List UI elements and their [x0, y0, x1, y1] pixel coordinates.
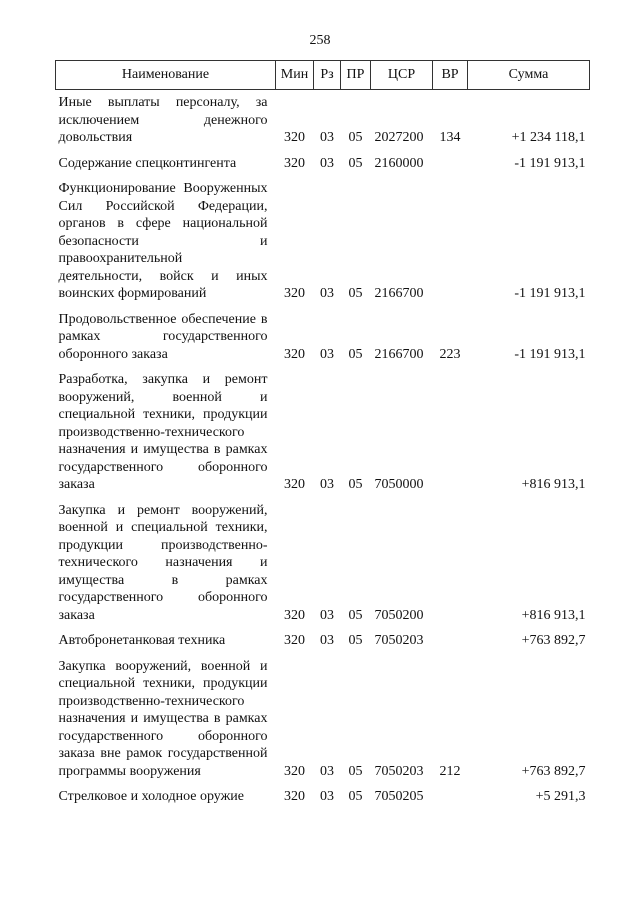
cell-csr: 2166700 [374, 286, 424, 301]
header-pr: ПР [341, 61, 371, 90]
cell-pr: 05 [348, 477, 363, 492]
cell-rz: 03 [320, 789, 334, 804]
cell-name: Автобронетанковая техника [58, 633, 226, 648]
header-csr: ЦСР [371, 61, 433, 90]
cell-vr [433, 632, 468, 658]
table-row [56, 90, 590, 155]
cell-rz: 03 [320, 346, 334, 362]
table-row [56, 658, 590, 789]
table-row [56, 502, 590, 633]
cell-rz: 03 [320, 763, 334, 779]
table-row [56, 180, 590, 311]
cell-pr: 05 [348, 763, 363, 779]
cell-csr: 2166700 [374, 346, 424, 362]
cell-vr [433, 180, 468, 311]
cell-vr: 134 [439, 130, 461, 145]
cell-min: 320 [284, 130, 305, 145]
cell-rz: 03 [320, 130, 334, 145]
cell-min: 320 [284, 607, 305, 623]
cell-name: Продовольственное обеспечение в рамках государственного оборонного заказа [58, 311, 268, 362]
header-min: Мин [276, 61, 314, 90]
header-row [56, 61, 590, 90]
table-row [56, 371, 590, 502]
cell-rz: 03 [320, 286, 334, 301]
cell-rz: 03 [320, 155, 334, 171]
cell-csr: 7050203 [374, 633, 424, 648]
cell-min: 320 [284, 286, 305, 301]
cell-csr: 7050200 [374, 607, 424, 623]
cell-vr [433, 371, 468, 502]
cell-min: 320 [284, 155, 305, 171]
cell-csr: 7050205 [374, 789, 424, 804]
cell-rz: 03 [320, 477, 334, 492]
cell-name: Стрелковое и холодное оружие [58, 789, 244, 804]
cell-vr: 212 [439, 763, 461, 779]
cell-min: 320 [284, 633, 305, 648]
cell-sum: +763 892,7 [521, 763, 586, 779]
cell-csr: 7050000 [374, 477, 424, 492]
page-number: 258 [309, 33, 331, 48]
cell-name: Содержание спецконтингента [58, 155, 237, 171]
cell-name: Иные выплаты персоналу, за исключением денежного довольствия [58, 95, 268, 145]
cell-min: 320 [284, 763, 305, 779]
cell-csr: 2027200 [374, 130, 424, 145]
cell-sum: +816 913,1 [521, 607, 586, 623]
header-sum: Сумма [468, 61, 590, 90]
cell-sum: -1 191 913,1 [514, 286, 586, 301]
cell-csr: 2160000 [374, 155, 424, 171]
cell-vr: 223 [439, 346, 461, 362]
cell-sum: -1 191 913,1 [514, 346, 586, 362]
table-row [56, 788, 590, 814]
cell-pr: 05 [348, 789, 363, 804]
cell-pr: 05 [348, 286, 363, 301]
cell-min: 320 [284, 477, 305, 492]
table-row [56, 632, 590, 658]
table-header [56, 61, 590, 90]
cell-sum: +763 892,7 [521, 633, 586, 648]
cell-name: Разработка, закупка и ремонт вооружений, военной и специальной техники, продукции производственно-технического назначения и имущества в рамках государственного оборонного заказа [58, 372, 268, 492]
cell-min: 320 [284, 346, 305, 362]
cell-vr [433, 502, 468, 633]
cell-min: 320 [284, 789, 305, 804]
cell-pr: 05 [348, 633, 363, 648]
cell-sum: +1 234 118,1 [511, 130, 586, 145]
cell-csr: 7050203 [374, 763, 424, 779]
cell-sum: +5 291,3 [535, 789, 586, 804]
table-row [56, 155, 590, 181]
cell-vr [433, 155, 468, 181]
table-body [56, 90, 590, 814]
cell-sum: -1 191 913,1 [514, 155, 586, 171]
cell-pr: 05 [348, 346, 363, 362]
header-vr: ВР [433, 61, 468, 90]
cell-pr: 05 [348, 607, 363, 623]
cell-name: Функционирование Вооруженных Сил Российской Федерации, органов в сфере национальной безопасности и правоохранительной деятельности, войск и иных воинских формирований [58, 181, 268, 301]
cell-name: Закупка и ремонт вооружений, военной и специальной техники, продукции производственно-технического назначения и имущества в рамках государственного оборонного заказа [58, 502, 268, 623]
budget-table [55, 60, 590, 814]
table-row [56, 311, 590, 372]
cell-name: Закупка вооружений, военной и специальной техники, продукции производственно-технического назначения и имущества в рамках государственного оборонного заказа вне рамок государственной программы вооружения [58, 658, 268, 779]
cell-vr [433, 788, 468, 814]
cell-pr: 05 [348, 130, 363, 145]
header-rz: Рз [314, 61, 341, 90]
cell-pr: 05 [348, 155, 363, 171]
cell-sum: +816 913,1 [521, 477, 586, 492]
header-name: Наименование [56, 61, 276, 90]
cell-rz: 03 [320, 633, 334, 648]
cell-rz: 03 [320, 607, 334, 623]
